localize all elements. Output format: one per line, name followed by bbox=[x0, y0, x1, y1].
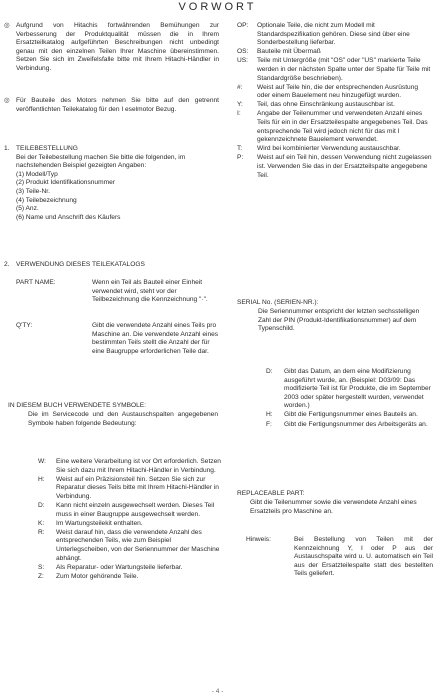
field-key: Q'TY: bbox=[16, 322, 33, 329]
list-item: (6) Name und Anschrift des Käufers bbox=[16, 213, 121, 221]
serial-list bbox=[266, 368, 433, 429]
symbol-item-os: OS: Bauteile mit Übermaß bbox=[237, 48, 321, 56]
symbol-item-k: K: Im Wartungsteilekit enthalten. bbox=[38, 519, 143, 527]
symbol-item-y: Y: Teil, das ohne Einschränkung austauschbar ist. bbox=[237, 101, 395, 109]
replaceable-heading: REPLACEABLE PART: bbox=[237, 490, 305, 497]
note-text: Bei Bestellung von Teilen mit der Kennzeichnung Y, I oder P aus der Austauschspalte wird u. U. automatisch ein Teil aus der Ersatzteilespalte statt des bestellten Teils geliefert. bbox=[294, 536, 433, 578]
replaceable-note bbox=[246, 536, 433, 579]
symbol-item-p: P: Weist auf ein Teil hin, dessen Verwendung nicht zugelassen ist. Verwenden Sie das in der Ersatzteilspalte angegebene Teil. bbox=[237, 154, 432, 179]
list-item: (1) Modell/Typ bbox=[16, 170, 58, 178]
symbol-item-t: T: Wird bei kombinierter Verwendung austauschbar. bbox=[237, 145, 401, 153]
replaceable-text: Gibt die Teilenummer sowie die verwendete Anzahl eines Ersatzteils pro Maschine an. bbox=[250, 499, 417, 515]
list-item: (5) Anz. bbox=[16, 205, 39, 213]
section-heading: TEILEBESTELLUNG bbox=[16, 145, 78, 152]
symbol-list-right bbox=[237, 22, 433, 180]
symbols-intro: Die im Servicecode und den Austauschspalten angegebenen Symbole haben folgende Bedeutung: bbox=[28, 411, 218, 427]
field-text: Wenn ein Teil als Bauteil einer Einheit verwendet wird, steht vor der Teilbezeichnung die Kennzeichnung "·". bbox=[92, 279, 208, 304]
section-1 bbox=[4, 145, 219, 222]
page-number: - 4 - bbox=[211, 688, 224, 695]
section-2 bbox=[4, 261, 219, 270]
serial-text: Die Seriennummer entspricht der letzten sechsstelligen Zahl der PIN (Produkt-Identifikationsnummer) auf dem Typenschild. bbox=[258, 308, 420, 333]
symbol-item-w: W: Eine weitere Verarbeitung ist vor Ort erforderlich. Setzen Sie sich dazu mit Ihrem Hitachi-Händler in Verbindung. bbox=[38, 458, 221, 474]
field-key: PART NAME: bbox=[16, 279, 56, 286]
symbol-item-s: S: Als Reparatur- oder Wartungsteile lieferbar. bbox=[38, 563, 183, 571]
list-item: (4) Teilebezeichnung bbox=[16, 196, 77, 204]
bullet-icon: ◎ bbox=[4, 22, 10, 29]
note-label: Hinweis: bbox=[246, 536, 271, 543]
symbols-heading: IN DIESEM BUCH VERWENDETE SYMBOLE: bbox=[8, 402, 147, 409]
serial-heading: SERIAL No. (SERIEN-NR.): bbox=[237, 299, 319, 306]
symbol-item-h: H: Weist auf ein Präzisionsteil hin. Setzen Sie sich zur Reparatur dieses Teils bitte mit Ihrem Hitachi-Händler in Verbindung. bbox=[38, 475, 219, 500]
bullet-icon: ◎ bbox=[4, 97, 10, 104]
section-heading: VERWENDUNG DIESES TEILEKATALOGS bbox=[16, 261, 145, 268]
symbol-item-i: I: Angabe der Teilenummer und verwendeten Anzahl eines Teils für ein in der Ersatzteilespalte angegebenes Teil. Das entsprechende Teil wird jedoch nicht für das mit I gekennzeichnete Bauelement verwendet. bbox=[237, 110, 428, 144]
section-number: 1. bbox=[4, 145, 10, 152]
symbol-item-us: US: Teile mit Untergröße (mit "OS" oder "US" markierte Teile werden in der nächsten Spalte unter der Spalte für Teile mit Standardgröße beschrieben). bbox=[237, 57, 431, 82]
field-qty bbox=[16, 322, 221, 356]
serial-item-h: H: Gibt die Fertigungsnummer eines Bauteils an. bbox=[266, 411, 418, 419]
intro-paragraph-1: ◎ Aufgrund von Hitachis fortwährenden Bemühungen zur Verbesserung der Produktqualität müssen die in Ihrem Ersatzteilkatalog aufgeführten Beschreibungen nicht unbedingt genau mit den einzelnen Teilen Ihrer Maschine übereinstimmen. Setzen Sie sich im Zweifelsfalle bitte mit Ihrem Hitachi-Händler in Verbindung. bbox=[4, 22, 219, 72]
symbol-item-op: OP: Optionale Teile, die nicht zum Modell mit Standardspezifikation gehören. Diese sind über eine Sonderbestellung lieferbar. bbox=[237, 22, 410, 47]
serial-item-f: F: Gibt die Fertigungsnummer des Arbeitsgeräts an. bbox=[266, 420, 428, 428]
intro-paragraph-2: ◎ Für Bauteile des Motors nehmen Sie bitte auf den getrennt veröffentlichten Teilekatalog für den I eselmotor Bezug. bbox=[4, 97, 219, 113]
field-part-name bbox=[16, 279, 221, 305]
field-text: Gibt die verwendete Anzahl eines Teils pro Maschine an. Die verwendete Anzahl eines bestimmten Teils stellt die Anzahl der für eine Baugruppe erforderlichen Teile dar. bbox=[92, 322, 219, 355]
section-number: 2. bbox=[4, 261, 10, 268]
symbol-item-r: R: Weist darauf hin, dass die verwendete Anzahl des entsprechenden Teils, wie zum Beispiel Unterlegscheiben, von der Seriennummer der Maschine abhängt. bbox=[38, 528, 220, 562]
symbol-item-z: Z: Zum Motor gehörende Teile. bbox=[38, 572, 139, 580]
page-title: VORWORT bbox=[178, 1, 257, 13]
list-item: (3) Teile-Nr. bbox=[16, 187, 50, 195]
symbol-item-hash: #: Weist auf Teile hin, die der entsprechenden Ausrüstung oder einem Bauelement neu hinzugefügt wurden. bbox=[237, 83, 419, 100]
symbol-item-d: D: Kann nicht einzeln ausgewechselt werden. Dieses Teil muss in einer Baugruppe ausgewechselt werden. bbox=[38, 501, 215, 518]
symbol-list-left bbox=[38, 458, 223, 581]
serial-item-d: D: Gibt das Datum, an dem eine Modifizierung ausgeführt wurde, an. (Beispiel: D03/09: Das modifizierte Teil ist für Produkte, die im September 2003 oder später hergestellt wurden, verwendet worden.) bbox=[266, 368, 431, 410]
list-item: (2) Produkt Identifikationsnummer bbox=[16, 179, 115, 187]
section-intro: Bei der Teilebestellung machen Sie bitte die folgenden, im nachstehenden Beispiel gezeigten Angaben: bbox=[16, 153, 186, 170]
